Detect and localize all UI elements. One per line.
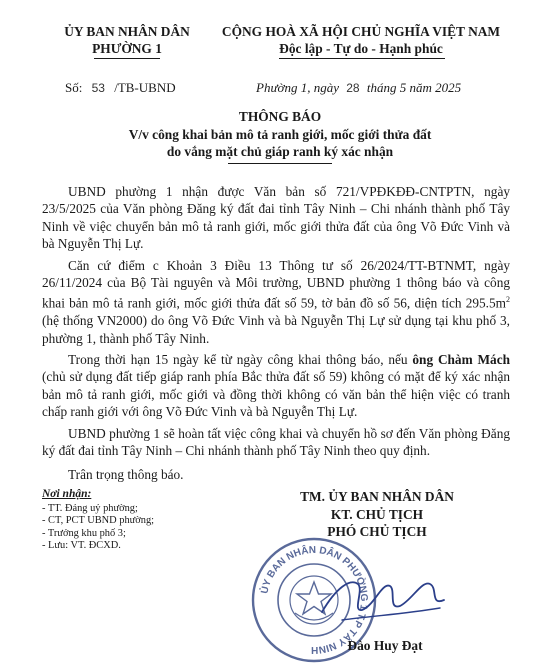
paragraph-4: UBND phường 1 sẽ hoàn tất việc công khai và chuyển hồ sơ đến Văn phòng Đăng ký đất đai tỉnh Tây Ninh – Chi nhánh thành phố Tây Ninh theo quy định. [42,425,510,459]
paragraph-3 [42,351,510,421]
signature-line-1: TM. ỦY BAN NHÂN DÂN [300,489,454,504]
agency-line-1: ỦY BAN NHÂN DÂN [64,24,190,39]
recipient-item: - TT. Đảng uỷ phường; [42,502,138,514]
paragraph-2 [42,257,510,347]
signature-block [262,488,492,541]
title-subject-2: do vắng mặt chủ giáp ranh ký xác nhận [166,144,394,159]
document-title [40,108,520,161]
recipient-item: - Trưởng khu phố 3; [42,527,126,539]
date-day: 28 [346,81,360,95]
title-underline [228,163,332,164]
issuing-agency [38,23,216,57]
paragraph-1: UBND phường 1 nhận được Văn bản số 721/VPĐKĐĐ-CNTPTN, ngày 23/5/2025 của Văn phòng Đăng ký đất đai tỉnh Tây Ninh – Chi nhánh thành phố Tây Ninh về việc chuyển bản mô tả ranh giới, mốc giới thửa đất của ông Võ Đức Vinh và bà Nguyễn Thị Lự. [42,184,510,252]
recipient-item: - CT, PCT UBND phường; [42,515,155,527]
signature-line-3: PHÓ CHỦ TỊCH [327,524,427,539]
recipients-heading: Nơi nhận: [42,488,92,500]
paragraph-3-part-b: (chủ sử dụng đất tiếp giáp ranh phía Bắc thửa đất số 59) không có mặt để ký xác nhận bản mô tả ranh giới, mốc giới và đồng thời không có văn bản thể hiện việc có tranh chấp ranh giới với ông Võ Đức Vinh và bà Nguyễn Thị Lự. [42,369,510,420]
signer-name: Đào Huy Đạt [347,638,423,653]
recipients-block [42,488,242,553]
neighbor-name: ông Chàm Mách [412,352,510,368]
document-number [65,80,176,96]
number-prefix: Số: [65,80,83,95]
paragraph-2-part-a: Căn cứ điểm c Khoản 3 Điều 13 Thông tư số 26/2024/TT-BTNMT, ngày 26/11/2024 của Bộ Tài nguyên và Môi trường, UBND phường 1 thông báo và công khai bản mô tả ranh giới, mốc giới thửa đất số 59, tờ bản đồ số 56, diện tích 295.5m [42,257,510,311]
closing-line: Trân trọng thông báo. [68,466,184,482]
recipient-item: - Lưu: VT. ĐCXD. [42,540,121,552]
issue-date [256,80,461,96]
seal-ring-text: ỦY BAN NHÂN DÂN PHƯỜNG 1 T.P TÂY NINH [259,544,370,656]
title-main: THÔNG BÁO [238,109,322,124]
number-value: 53 [91,81,105,95]
paragraph-2-part-b: (hệ thống VN2000) do ông Võ Đức Vinh và bà Nguyễn Thị Lự sử dụng tại khu phố 3, phường 1, thành phố Tây Ninh. [42,313,510,346]
number-suffix: /TB-UBND [114,80,176,95]
handwritten-signature [312,560,462,632]
date-prefix: Phường 1, ngày [256,80,339,95]
motto-underline [279,58,445,59]
national-motto [196,23,526,57]
paragraph-3-part-a: Trong thời hạn 15 ngày kể từ ngày công khai thông báo, nếu [68,352,413,368]
date-rest: tháng 5 năm 2025 [366,80,462,95]
motto: Độc lập - Tự do - Hạnh phúc [279,41,443,56]
title-subject-1: V/v công khai bản mô tả ranh giới, mốc giới thửa đất [128,126,432,142]
agency-underline [94,58,160,59]
area-unit-superscript: 2 [506,295,510,305]
agency-line-2: PHƯỜNG 1 [92,41,162,56]
country-name: CỘNG HOÀ XÃ HỘI CHỦ NGHĨA VIỆT NAM [221,24,501,39]
notice-body [42,183,510,487]
signature-line-2: KT. CHỦ TỊCH [330,506,424,522]
